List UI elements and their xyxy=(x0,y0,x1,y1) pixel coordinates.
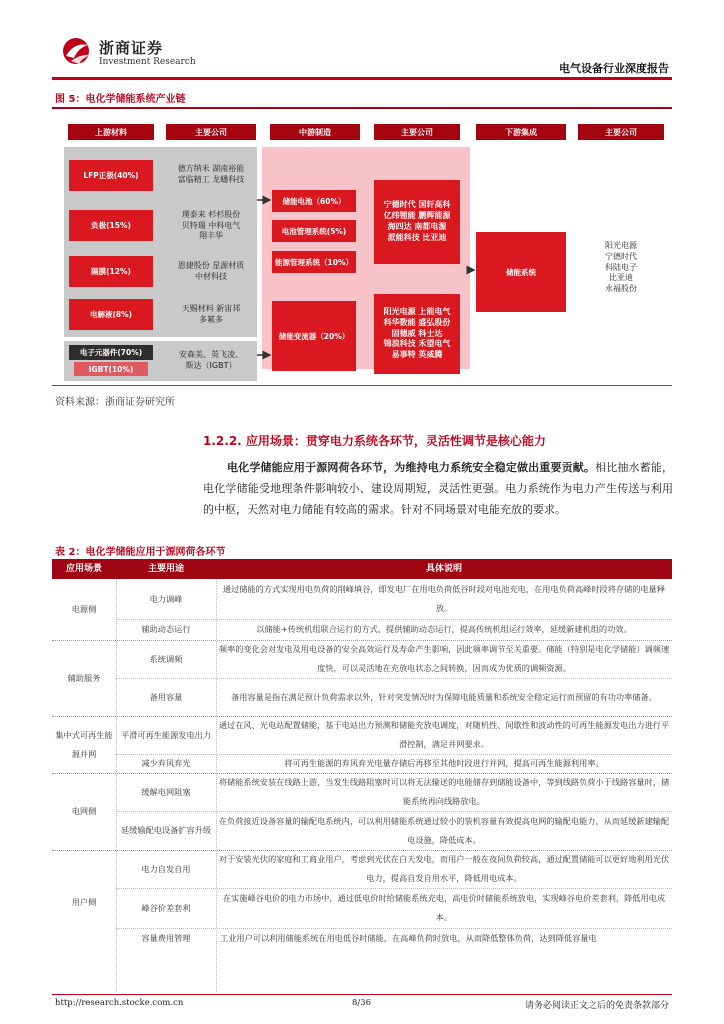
table-title: 表 2：电化学储能应用于源网荷各环节 xyxy=(55,547,226,558)
table-use-cell: 延缓输配电设备扩容升级 xyxy=(120,825,212,835)
footer-divider xyxy=(52,994,672,995)
th-use: 主要用途 xyxy=(147,564,184,574)
company-line: 中材科技 xyxy=(195,272,227,281)
table-scene-cell: 辅助服务 xyxy=(67,672,101,683)
col-header-companies: 主要公司 xyxy=(578,124,664,140)
table-desc-cell: 将可再生能源的弃风弃光电量存储后再移至其他时段进行并网，提高可再生能源利用率。 xyxy=(284,758,604,768)
company-line: 科华数能 盛弘股份 xyxy=(383,317,451,327)
footer-disclaimer: 请务必阅读正文之后的免责条款部分 xyxy=(524,1001,669,1011)
table-use-cell: 备用容量 xyxy=(149,691,183,702)
col-header-companies: 主要公司 xyxy=(374,124,460,140)
paragraph-lead: 电化学储能应用于源网荷各环节，为维持电力系统安全稳定做出重要贡献。 xyxy=(227,461,596,474)
table-desc-cell: 工业用户可以利用储能系统在用电低谷时储能，在高峰负荷时放电，从而降低整体负荷，达到降低容量电 xyxy=(220,932,597,943)
company-line: 贝特瑞 中科电气 xyxy=(181,220,241,230)
table-desc-cell: 在负荷接近设备容量的输配电系统内，可以利用储能系统通过较小的装机容量有效提高电网的输配电能力，从而延缓新建输配电设施，降低成本。 xyxy=(218,815,670,845)
table-desc-cell: 备用容量是指在满足预计负荷需求以外，针对突发情况时为保障电能质量和系统安全稳定运行而预留的有功功率储备。 xyxy=(231,691,657,702)
company-line: 宁德时代 xyxy=(605,251,637,261)
page-number: 8/36 xyxy=(352,998,372,1008)
company-line: 安森美、英飞凌、 xyxy=(179,350,243,360)
table-desc-cell: 通过储能的方式实现用电负荷的削峰填谷，即发电厂在用电负荷低谷时段对电池充电，在用电负荷高峰时段将存储的电量释放。 xyxy=(222,584,666,613)
col-header-upstream: 上游材料 xyxy=(68,124,154,140)
col-header-companies: 主要公司 xyxy=(166,124,256,140)
company-line: 阳光电源 xyxy=(605,241,637,250)
table-desc-cell: 对于安装光伏的家庭和工商业用户，考虑到光伏在白天发电，而用户一般在夜间负荷较高，通过配置储能可以更好地利用光伏电力，提高自发自用水平，降低用电成本。 xyxy=(218,854,670,883)
upstream-companies-separator xyxy=(166,254,256,290)
company-line: 固德威 科士达 xyxy=(391,328,443,338)
company-line: 锦浪科技 禾望电气 xyxy=(383,339,451,349)
figure-source: 资料来源：浙商证券研究所 xyxy=(55,397,175,408)
upstream-electrolyte: 电解液(8%) xyxy=(69,299,153,330)
table-use-cell: 容量费用管理 xyxy=(141,932,191,943)
figure-bottom-rule xyxy=(52,385,672,386)
downstream-storage-system: 储能系统 xyxy=(476,232,566,312)
midstream-ems: 能源管理系统（10%） xyxy=(272,251,356,273)
table-use-cell: 峰谷价差套利 xyxy=(141,902,191,913)
company-line: 派能科技 比亚迪 xyxy=(387,232,447,242)
col-header-downstream: 下游集成 xyxy=(476,124,566,140)
upstream-companies-lfp xyxy=(166,155,256,195)
upstream-separator: 隔膜(12%) xyxy=(69,256,153,287)
company-line: 海四达 南都电源 xyxy=(387,222,447,231)
company-line: 比亚迪 xyxy=(609,273,633,283)
table-scene-cell: 集中式可再生能源并网 xyxy=(55,729,113,759)
section-title: 1.2.2. 应用场景：贯穿电力系统各环节，灵活性调节是核心能力 xyxy=(203,434,546,448)
company-line: 宁德时代 国轩高科 xyxy=(383,200,451,210)
company-line: 翔丰华 xyxy=(199,231,223,241)
upstream-anode: 负极(15%) xyxy=(69,210,153,241)
logo-name-en: Investment Research xyxy=(99,57,196,67)
table-desc-cell: 将储能系统安装在线路上游，当发生线路阻塞时可以将无法输送的电能储存到储能设备中，等到线路负荷小于线路容量时，储能系统再向线路放电。 xyxy=(218,777,670,806)
col-header-midstream: 中游制造 xyxy=(270,124,360,140)
figure-title: 图 5：电化学储能系统产业链 xyxy=(55,94,186,105)
table-desc-cell: 通过在风、光电站配置储能，基于电站出力预测和储能充放电调度，对随机性、间歇性和波动性的可再生能源发电出力进行平滑控制，满足并网要求。 xyxy=(218,720,670,749)
report-type: 电气设备行业深度报告 xyxy=(559,62,669,75)
logo-icon xyxy=(60,36,94,66)
upstream-electronic-components: 电子元器件(70%) xyxy=(69,345,153,360)
th-scene: 应用场景 xyxy=(65,564,102,574)
midstream-pcs: 储能变流器（20%） xyxy=(272,301,356,371)
table-scene-cell: 电网侧 xyxy=(71,806,97,816)
downstream-companies xyxy=(578,225,664,311)
table-use-cell: 平滑可再生能源发电出力 xyxy=(120,729,212,740)
upstream-companies-electrolyte xyxy=(166,297,256,333)
company-line: 璞泰来 杉杉股份 xyxy=(181,209,241,219)
footer-url[interactable]: http://research.stocke.com.cn xyxy=(55,998,184,1008)
company-line: 富临精工 龙蟠科技 xyxy=(177,175,245,184)
company-line: 易事特 英威腾 xyxy=(391,350,443,360)
upstream-lfp-cathode: LFP正极(40%) xyxy=(69,160,153,191)
upstream-igbt: IGBT(10%) xyxy=(74,362,148,376)
header-divider xyxy=(52,77,672,80)
table-scene-cell: 用户侧 xyxy=(71,896,97,907)
midstream-companies-battery xyxy=(374,180,460,264)
midstream-battery: 储能电池（60%） xyxy=(272,190,356,212)
midstream-bms: 电池管理系统(5%) xyxy=(272,220,356,242)
table-use-cell: 减少弃风弃光 xyxy=(141,758,191,768)
figure-top-rule xyxy=(52,107,672,109)
th-desc: 具体说明 xyxy=(425,564,462,574)
company-line: 亿纬锂能 鹏辉能源 xyxy=(383,211,451,221)
table-use-cell: 系统调频 xyxy=(149,653,183,664)
midstream-companies-pcs xyxy=(374,294,460,374)
table-use-cell: 电力调峰 xyxy=(149,593,183,604)
table-desc-cell: 在实施峰谷电价的电力市场中，通过低电价时给储能系统充电，高电价时储能系统放电，实现峰谷电价差套利，降低用电成本。 xyxy=(222,893,666,922)
logo-name-cn: 浙商证券 xyxy=(99,39,164,57)
table-scene-cell: 电源侧 xyxy=(71,604,97,614)
company-line: 斯达（IGBT） xyxy=(185,361,237,370)
table-desc-cell: 以储能+传统机组联合运行的方式，提供辅助动态运行，提高传统机组运行效率，延缓新建机组的功效。 xyxy=(256,624,632,634)
company-line: 阳光电源 上能电气 xyxy=(383,307,451,316)
table-use-cell: 辅助动态运行 xyxy=(141,624,191,634)
table-use-cell: 电力自发自用 xyxy=(141,863,191,874)
company-line: 德方纳米 湖南裕能 xyxy=(177,164,245,174)
company-line: 恩捷股份 星源材质 xyxy=(177,261,245,271)
upstream-companies-electronics xyxy=(166,344,256,378)
paragraph-body: 相比抽水蓄能，电化学储能受地理条件影响较小、建设周期短，灵活性更强。电力系统作为电力产生传送与利用的中枢，天然对电力储能有较高的需求。针对不同场景对电能充放的要求。 xyxy=(203,461,674,516)
company-line: 多氟多 xyxy=(199,315,223,324)
table-header xyxy=(52,559,672,579)
company-line: 天赐材料 新宙邦 xyxy=(181,304,241,314)
upstream-companies-anode xyxy=(166,203,256,249)
company-line: 科陆电子 xyxy=(605,262,637,272)
table-use-cell: 缓解电网阻塞 xyxy=(141,786,191,797)
table-desc-cell: 频率的变化会对发电及用电设备的安全高效运行及寿命产生影响，因此频率调节至关重要。储能（特别是电化学储能）调频速度快，可以灵活地在充放电状态之间转换，因而成为优质的调频资源。 xyxy=(218,644,670,673)
section-paragraph xyxy=(203,457,673,520)
company-line: 永福股份 xyxy=(605,284,637,294)
